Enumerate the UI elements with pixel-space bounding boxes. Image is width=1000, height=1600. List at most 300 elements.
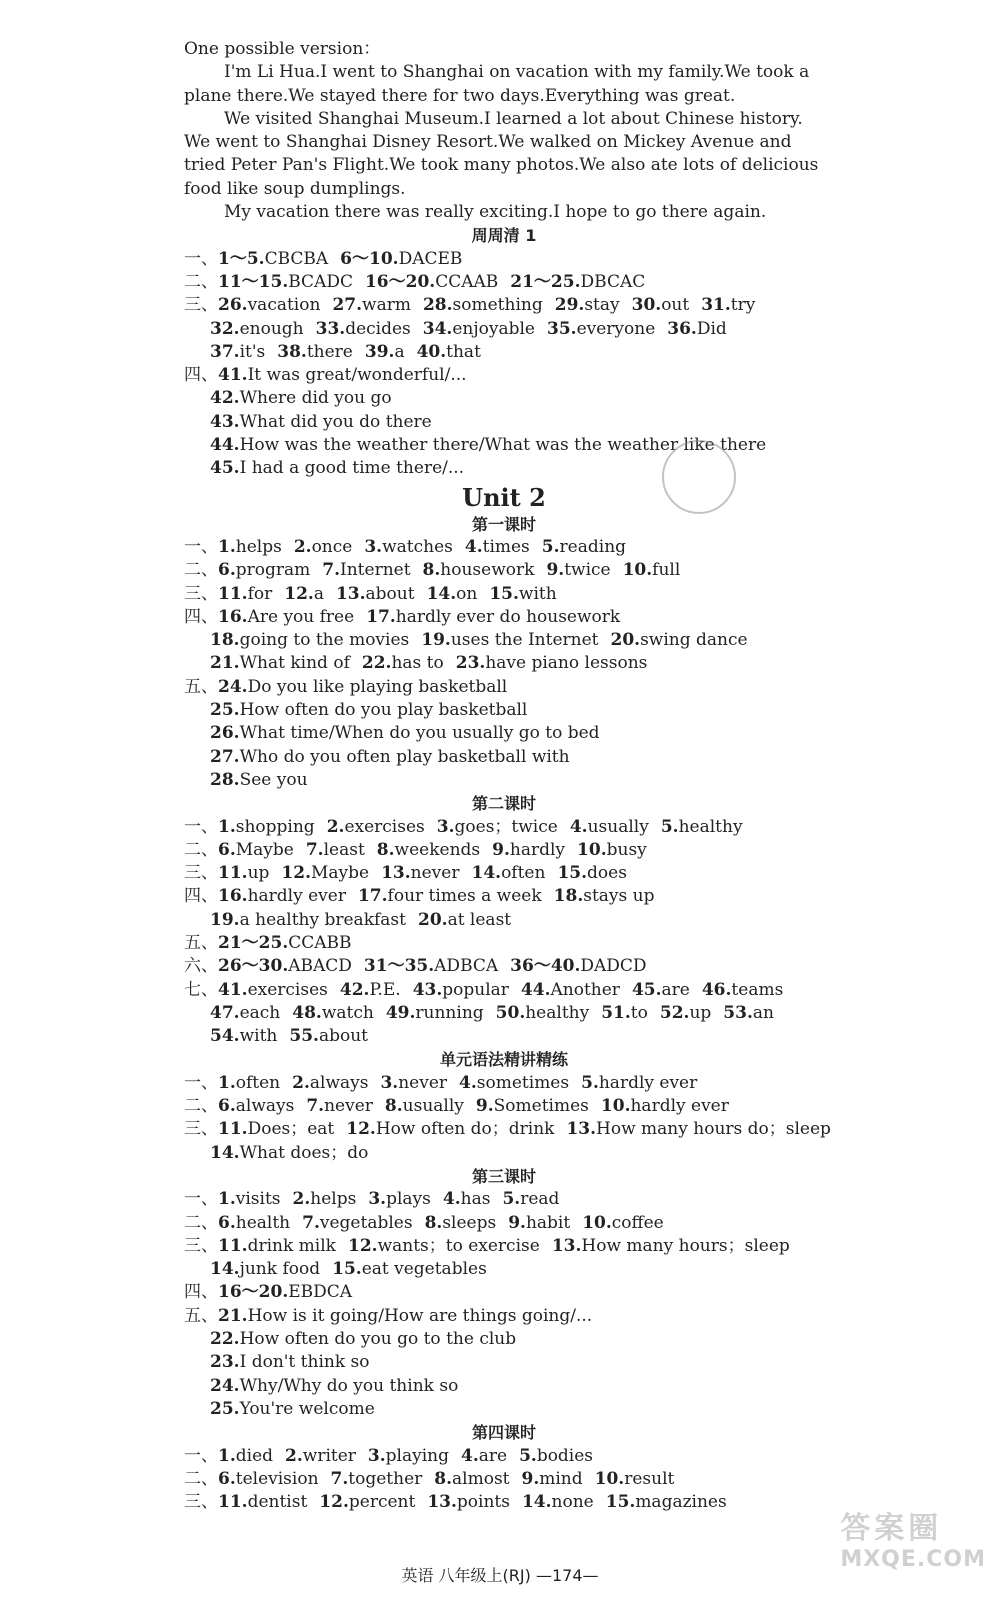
answer-line: [184, 699, 824, 722]
answer-item: [380, 1073, 447, 1093]
answer-item: [546, 560, 610, 580]
question-number: 50.: [495, 1002, 526, 1023]
answer-item: [210, 1259, 320, 1279]
question-number: 19.: [421, 630, 451, 651]
answer-item: [218, 1282, 352, 1302]
question-number: 12.: [281, 863, 311, 884]
question-number: 4.: [569, 816, 588, 837]
question-number: 19.: [210, 909, 240, 930]
part-prefix: 三、: [184, 1235, 218, 1256]
answer-text: Do you like playing basketball: [247, 676, 508, 697]
answer-item: [566, 1119, 830, 1139]
answer-text: hardly: [509, 839, 566, 860]
part-prefix: 三、: [184, 863, 218, 884]
part-prefix: 二、: [184, 1096, 218, 1117]
answer-text: Internet: [340, 560, 411, 581]
answer-item: [557, 863, 626, 883]
answer-line: [184, 1281, 824, 1304]
page-footer: 英语 八年级上(RJ) —174—: [401, 1566, 599, 1585]
question-number: 27.: [332, 295, 363, 316]
answer-item: [434, 1469, 509, 1489]
answer-item: [210, 1026, 277, 1046]
answer-line: [184, 583, 824, 606]
question-number: 15.: [489, 583, 519, 604]
question-number: 10.: [582, 1212, 612, 1233]
question-number: 21.: [218, 1305, 248, 1326]
question-number: 51.: [601, 1002, 631, 1023]
answer-item: [306, 1096, 373, 1116]
question-number: 1.: [218, 536, 236, 557]
answer-item: [723, 1003, 774, 1023]
answer-text: sleeps: [442, 1212, 497, 1233]
answer-text: What time/When do you usually go to bed: [239, 723, 600, 744]
answer-text: Sometimes: [493, 1096, 589, 1117]
answer-sections: [184, 224, 831, 1514]
question-number: 18.: [210, 630, 240, 651]
answer-text: EBDCA: [288, 1282, 353, 1303]
answer-line: [184, 909, 824, 932]
answer-text: playing: [385, 1445, 449, 1466]
question-number: 11.: [218, 1119, 248, 1140]
question-number: 8.: [434, 1468, 453, 1489]
question-number: 26.: [210, 723, 240, 744]
question-number: 8.: [384, 1096, 403, 1117]
answer-item: [577, 840, 647, 860]
answer-text: read: [520, 1189, 560, 1210]
answer-line: [184, 1305, 824, 1328]
answer-line: [184, 1212, 824, 1235]
answer-item: [218, 560, 310, 580]
question-number: 7.: [302, 1212, 320, 1233]
answer-line: [184, 1375, 824, 1398]
answer-item: [210, 1352, 370, 1372]
answer-item: [632, 980, 690, 1000]
answer-item: [210, 1329, 516, 1349]
question-number: 14.: [521, 1492, 552, 1513]
answer-text: none: [551, 1492, 594, 1513]
question-number: 7.: [305, 839, 324, 860]
question-number: 7.: [306, 1096, 325, 1117]
answer-text: never: [410, 863, 460, 884]
question-number: 21.: [210, 653, 240, 674]
answer-line: [184, 1445, 824, 1468]
answer-item: [316, 319, 411, 339]
question-number: 16.: [218, 606, 248, 627]
answer-text: never: [324, 1096, 373, 1117]
answer-item: [492, 840, 565, 860]
answer-text: How often do you go to the club: [239, 1329, 517, 1350]
answer-item: [443, 1189, 491, 1209]
answer-line: [184, 606, 824, 629]
answer-text: up: [247, 863, 270, 884]
answer-item: [471, 863, 545, 883]
answer-item: [456, 653, 648, 673]
answer-text: goes；twice: [454, 816, 558, 837]
answer-text: CBCBA: [264, 248, 329, 269]
answer-text: health: [235, 1212, 291, 1233]
answer-text: junk food: [239, 1259, 321, 1280]
answer-item: [601, 1096, 729, 1116]
answer-item: [218, 1189, 281, 1209]
answer-text: twice: [564, 560, 611, 581]
answer-text: times: [482, 536, 530, 557]
question-number: 26～30.: [218, 956, 289, 977]
answer-text: watch: [321, 1002, 374, 1023]
question-number: 3.: [436, 816, 455, 837]
question-number: 6.: [218, 1096, 236, 1117]
answer-line: [184, 1002, 824, 1025]
answer-line: [184, 559, 824, 582]
answer-item: [210, 653, 350, 673]
answer-item: [489, 584, 556, 604]
question-number: 17.: [357, 886, 388, 907]
answer-text: died: [235, 1445, 274, 1466]
answer-item: [421, 630, 598, 650]
answer-item: [552, 1236, 790, 1256]
question-number: 13.: [381, 863, 411, 884]
answer-text: has: [460, 1189, 491, 1210]
part-prefix: 三、: [184, 1119, 218, 1140]
answer-item: [368, 1446, 449, 1466]
answer-text: How many hours do；sleep: [596, 1119, 831, 1140]
answer-text: shopping: [235, 816, 315, 837]
answer-text: wants；to exercise: [377, 1235, 540, 1256]
answer-text: ADBCA: [434, 956, 499, 977]
question-number: 6.: [218, 560, 236, 581]
answer-item: [218, 1306, 592, 1326]
question-number: 6.: [218, 839, 236, 860]
question-number: 4.: [464, 536, 483, 557]
part-prefix: 一、: [184, 536, 218, 557]
part-prefix: 一、: [184, 816, 218, 837]
question-number: 47.: [210, 1002, 240, 1023]
answer-item: [522, 1492, 594, 1512]
answer-text: How many hours；sleep: [581, 1235, 790, 1256]
answer-text: What did you do there: [239, 411, 432, 432]
question-number: 15.: [557, 863, 588, 884]
question-number: 5.: [581, 1072, 599, 1093]
question-number: 6～10.: [340, 248, 399, 269]
part-prefix: 三、: [184, 1492, 218, 1513]
answer-text: always: [235, 1096, 295, 1117]
answer-item: [319, 1492, 415, 1512]
answer-item: [365, 342, 405, 362]
answer-item: [423, 319, 535, 339]
answer-text: busy: [606, 839, 647, 860]
answer-item: [210, 1399, 375, 1419]
answer-line: [184, 1351, 824, 1374]
question-number: 36～40.: [510, 956, 581, 977]
question-number: 31～35.: [363, 956, 435, 977]
answer-text: magazines: [635, 1492, 727, 1513]
part-prefix: 六、: [184, 956, 218, 977]
answer-item: [218, 272, 353, 292]
answer-text: try: [730, 295, 756, 316]
answer-text: four times a week: [387, 886, 542, 907]
question-number: 6.: [218, 1468, 236, 1489]
answer-item: [218, 1119, 334, 1139]
answer-line: [184, 1072, 824, 1095]
question-number: 24.: [218, 676, 248, 697]
part-prefix: 四、: [184, 365, 218, 386]
answer-line: [184, 1258, 824, 1281]
answer-text: an: [752, 1002, 774, 1023]
question-number: 3.: [380, 1072, 399, 1093]
part-prefix: 三、: [184, 295, 218, 316]
answer-text: healthy: [678, 816, 743, 837]
answer-item: [610, 630, 747, 650]
question-number: 37.: [210, 341, 240, 362]
answer-text: hardly ever: [630, 1096, 729, 1117]
question-number: 45.: [210, 458, 240, 479]
question-number: 9.: [508, 1212, 526, 1233]
answer-text: hardly ever do housework: [395, 606, 621, 627]
question-number: 14.: [210, 1259, 240, 1280]
question-number: 12.: [347, 1235, 378, 1256]
part-prefix: 三、: [184, 583, 218, 604]
question-number: 10.: [600, 1096, 631, 1117]
answer-text: How often do you play basketball: [239, 700, 528, 721]
answer-text: have piano lessons: [485, 653, 648, 674]
part-prefix: 一、: [184, 1072, 218, 1093]
essay-line: plane there.We stayed there for two days.Everything was great.: [184, 85, 736, 106]
question-number: 14.: [426, 583, 457, 604]
answer-text: never: [398, 1072, 448, 1093]
answer-text: What does；do: [239, 1142, 369, 1163]
answer-text: uses the Internet: [450, 630, 599, 651]
answer-text: once: [311, 536, 353, 557]
answer-item: [510, 956, 646, 976]
answer-text: mind: [539, 1468, 583, 1489]
question-number: 16～20.: [218, 1282, 289, 1303]
answer-text: I don't think so: [239, 1352, 370, 1373]
question-number: 45.: [631, 979, 662, 1000]
question-number: 29.: [554, 295, 585, 316]
answer-text: going to the movies: [239, 630, 410, 651]
question-number: 24.: [210, 1375, 240, 1396]
question-number: 13.: [427, 1492, 457, 1513]
answer-item: [362, 653, 444, 673]
answer-item: [701, 295, 755, 315]
answer-text: running: [415, 1002, 484, 1023]
question-number: 31.: [701, 295, 731, 316]
question-number: 12.: [284, 583, 314, 604]
answer-item: [210, 723, 600, 743]
answer-item: [366, 607, 620, 627]
answer-text: eat vegetables: [361, 1259, 487, 1280]
question-number: 15.: [332, 1259, 362, 1280]
question-number: 53.: [723, 1002, 753, 1023]
question-number: 3.: [364, 536, 383, 557]
answer-text: You're welcome: [239, 1398, 375, 1419]
answer-line: [184, 676, 824, 699]
answer-item: [331, 1469, 423, 1489]
answer-text: sometimes: [476, 1072, 570, 1093]
answer-text: for: [247, 583, 273, 604]
answer-item: [660, 1003, 711, 1023]
answer-item: [322, 560, 410, 580]
question-number: 9.: [546, 560, 565, 581]
answer-text: How was the weather there/What was the weather like there: [239, 435, 767, 456]
answer-text: everyone: [576, 318, 656, 339]
answer-item: [461, 1446, 507, 1466]
answer-item: [284, 584, 324, 604]
question-number: 10.: [594, 1468, 625, 1489]
question-number: 5.: [660, 816, 679, 837]
answer-text: CCAAB: [435, 271, 499, 292]
part-prefix: 二、: [184, 1468, 218, 1489]
question-number: 12.: [346, 1119, 376, 1140]
answer-text: full: [652, 560, 681, 581]
question-number: 13.: [566, 1119, 597, 1140]
question-number: 18.: [553, 886, 584, 907]
watermark-url: MXQE.COM: [840, 1547, 986, 1572]
answer-text: I had a good time there/...: [239, 458, 465, 479]
answer-item: [581, 1073, 697, 1093]
answer-item: [218, 1236, 336, 1256]
answer-text: Did: [696, 318, 727, 339]
answer-item: [437, 817, 558, 837]
question-number: 16.: [218, 886, 248, 907]
answer-line: [184, 294, 824, 317]
essay-body: [184, 61, 824, 224]
answer-item: [218, 1492, 307, 1512]
answer-line: [184, 411, 824, 434]
answer-text: at least: [447, 909, 512, 930]
question-number: 11.: [218, 863, 248, 884]
question-number: 8.: [376, 839, 395, 860]
answer-item: [306, 840, 365, 860]
answer-text: popular: [442, 979, 509, 1000]
essay-line: We went to Shanghai Disney Resort.We walked on Mickey Avenue and: [184, 132, 792, 153]
question-number: 41.: [218, 365, 248, 386]
answer-item: [210, 700, 527, 720]
answer-text: P.E.: [369, 979, 401, 1000]
question-number: 5.: [541, 536, 560, 557]
question-number: 42.: [339, 979, 370, 1000]
question-number: 8.: [422, 560, 441, 581]
question-number: 2.: [292, 1189, 311, 1210]
answer-text: program: [235, 560, 311, 581]
question-number: 9.: [475, 1096, 494, 1117]
answer-text: DADCD: [580, 956, 647, 977]
answer-text: are: [661, 979, 690, 1000]
question-number: 35.: [546, 318, 577, 339]
answer-text: stay: [584, 295, 620, 316]
answer-text: about: [365, 583, 415, 604]
question-number: 4.: [460, 1445, 479, 1466]
question-number: 3.: [367, 1445, 386, 1466]
answer-item: [218, 956, 352, 976]
answer-item: [385, 1096, 464, 1116]
answer-text: percent: [348, 1492, 416, 1513]
answer-text: with: [518, 583, 557, 604]
answer-item: [218, 295, 320, 315]
answer-text: does: [587, 863, 627, 884]
unit-title: Unit 2: [462, 482, 546, 512]
answer-text: swing dance: [640, 630, 748, 651]
answer-text: Where did you go: [239, 388, 392, 409]
answer-item: [386, 1003, 484, 1023]
answer-text: television: [235, 1468, 319, 1489]
question-number: 1.: [218, 1189, 236, 1210]
question-number: 48.: [292, 1002, 322, 1023]
question-number: 46.: [701, 979, 732, 1000]
answer-text: usually: [587, 816, 649, 837]
answer-text: CCABB: [288, 932, 352, 953]
question-number: 1.: [218, 816, 236, 837]
question-number: 13.: [335, 583, 366, 604]
answer-item: [606, 1492, 727, 1512]
answer-text: almost: [452, 1468, 510, 1489]
answer-text: about: [318, 1026, 368, 1047]
answer-text: a: [394, 341, 405, 362]
part-prefix: 二、: [184, 560, 218, 581]
answer-text: See you: [239, 769, 308, 790]
answer-item: [218, 677, 507, 697]
answer-item: [218, 584, 272, 604]
question-number: 41.: [218, 979, 248, 1000]
question-number: 26.: [218, 295, 248, 316]
answer-line: [184, 629, 824, 652]
part-prefix: 一、: [184, 1189, 218, 1210]
answer-item: [210, 319, 304, 339]
question-number: 14.: [471, 863, 502, 884]
answer-line: [184, 364, 824, 387]
answer-item: [423, 560, 535, 580]
question-number: 25.: [210, 700, 240, 721]
question-number: 1.: [218, 1445, 236, 1466]
question-number: 6.: [218, 1212, 236, 1233]
question-number: 52.: [659, 1002, 690, 1023]
answer-text: visits: [235, 1189, 281, 1210]
answer-item: [510, 272, 645, 292]
question-number: 14.: [210, 1142, 240, 1163]
answer-item: [218, 607, 354, 627]
answer-item: [547, 319, 655, 339]
essay-line: tried Peter Pan's Flight.We took many photos.We also ate lots of delicious: [184, 155, 819, 176]
question-number: 21～25.: [510, 271, 581, 292]
answer-text: has to: [391, 653, 444, 674]
answer-item: [327, 817, 425, 837]
answer-item: [292, 1073, 368, 1093]
answer-item: [293, 1189, 357, 1209]
question-number: 20.: [610, 630, 641, 651]
question-number: 15.: [605, 1492, 636, 1513]
answer-text: that: [446, 341, 481, 362]
answer-text: Are you free: [247, 606, 355, 627]
answer-line: [184, 652, 824, 675]
answer-item: [294, 537, 353, 557]
answer-line: [184, 1468, 824, 1491]
answer-item: [368, 1189, 431, 1209]
answer-text: always: [309, 1072, 369, 1093]
stamp-mark: [662, 440, 736, 514]
answer-line: [184, 271, 824, 294]
answer-line: [184, 1142, 824, 1165]
answer-text: healthy: [525, 1002, 590, 1023]
answer-item: [210, 770, 308, 790]
answer-item: [601, 1003, 648, 1023]
question-number: 38.: [277, 341, 307, 362]
question-number: 43.: [412, 979, 443, 1000]
question-number: 20.: [417, 909, 448, 930]
answer-item: [364, 956, 498, 976]
answer-text: result: [624, 1468, 675, 1489]
answer-item: [519, 1446, 593, 1466]
question-number: 43.: [210, 411, 240, 432]
question-number: 4.: [459, 1072, 477, 1093]
